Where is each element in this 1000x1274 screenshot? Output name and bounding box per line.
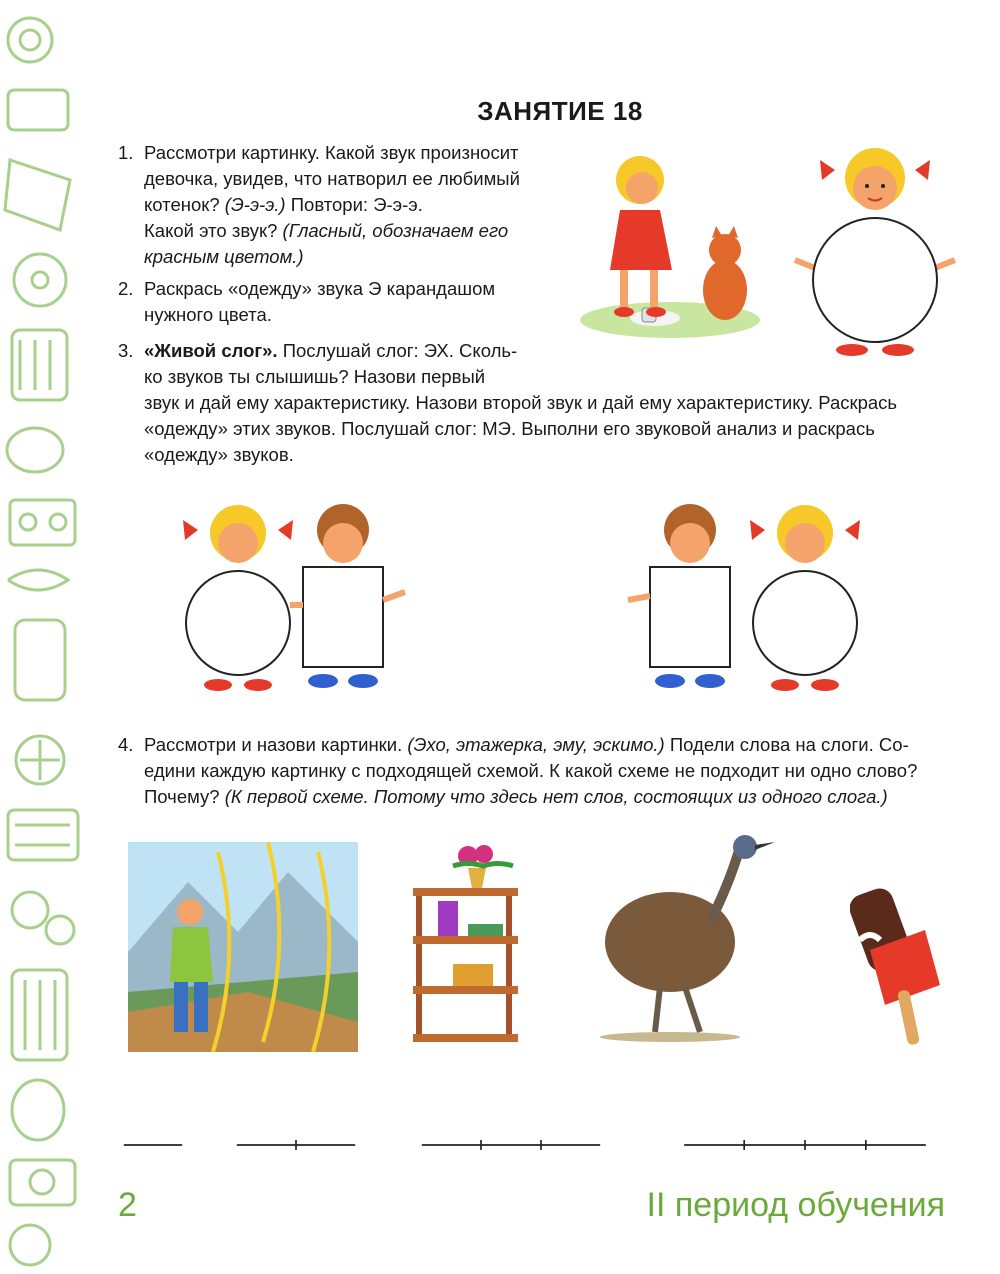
task-text: ко звуков ты слышишь? Назови первый xyxy=(144,366,486,387)
task-text: Рассмотри картинку. Какой звук произносит xyxy=(144,142,519,163)
task-text: Почему? xyxy=(144,786,220,807)
task-1 xyxy=(118,140,564,270)
task-number: 2. xyxy=(118,278,134,299)
answer-hint: (Гласный, обозначаем его xyxy=(282,220,509,241)
syllable-scheme-1[interactable] xyxy=(118,1140,188,1150)
task-text: звук и дай ему характеристику. Назови второй звук и дай ему характеристику. Раскрась xyxy=(144,392,898,413)
emu-picture xyxy=(600,832,780,1042)
syllable-scheme-4[interactable] xyxy=(660,1140,950,1150)
shelf-picture xyxy=(408,836,523,1051)
syllable-eh-pair xyxy=(178,495,428,695)
task-text: Подели слова на слоги. Со- xyxy=(669,734,909,755)
task-text: котенок? xyxy=(144,194,220,215)
answer-hint: (Эхо, этажерка, эму, эскимо.) xyxy=(407,734,665,755)
lesson-title: ЗАНЯТИЕ 18 xyxy=(477,96,643,126)
task-text: Послушай слог: ЭХ. Сколь- xyxy=(282,340,518,361)
task-text: «одежду» звуков. xyxy=(144,444,294,465)
task-number: 4. xyxy=(118,734,134,755)
task-heading: «Живой слог». xyxy=(144,340,278,361)
answer-hint: красным цветом.) xyxy=(144,246,304,267)
girl-kitten-illustration xyxy=(580,140,770,340)
task-text: Раскрась «одежду» звука Э карандашом xyxy=(144,278,496,299)
echo-picture xyxy=(128,842,358,1052)
task-2 xyxy=(118,276,564,328)
answer-hint: (К первой схеме. Потому что здесь нет слов, состоящих из одного слога.) xyxy=(224,786,888,807)
period-label: II период обучения xyxy=(646,1186,945,1224)
task-text: Какой это звук? xyxy=(144,220,278,241)
task-text: Повтори: Э-э-э. xyxy=(290,194,423,215)
vowel-girl-circle xyxy=(790,140,960,360)
answer-hint: (Э-э-э.) xyxy=(224,194,286,215)
task-text: едини каждую картинку с подходящей схемой. К какой схеме не подходит ни одно слово? xyxy=(144,760,918,781)
task-number: 1. xyxy=(118,142,134,163)
decorative-border xyxy=(0,0,95,1274)
task-4 xyxy=(118,732,954,810)
task-text: девочка, увидев, что натворил ее любимый xyxy=(144,168,520,189)
task-text: Рассмотри и назови картинки. xyxy=(144,734,403,755)
syllable-me-pair xyxy=(625,495,875,695)
syllable-scheme-3[interactable] xyxy=(404,1140,618,1150)
task-text: «одежду» этих звуков. Послушай слог: МЭ. Выполни его звуковой анализ и раскрась xyxy=(144,418,875,439)
eskimo-picture xyxy=(850,880,950,1050)
page-number: 2 xyxy=(118,1186,137,1224)
syllable-scheme-2[interactable] xyxy=(225,1140,367,1150)
task-number: 3. xyxy=(118,340,134,361)
task-text: нужного цвета. xyxy=(144,304,272,325)
